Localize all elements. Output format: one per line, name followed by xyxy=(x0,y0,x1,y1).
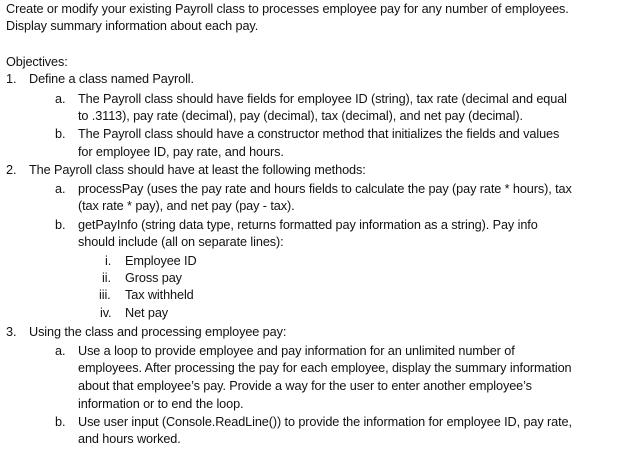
item-2b-marker: b. xyxy=(55,218,66,232)
item-3a-line-3: about that employee’s pay. Provide a way for the user to enter another employee’s xyxy=(78,379,532,393)
item-3a-line-4: information or to end the loop. xyxy=(78,397,244,411)
item-3b-line-1: Use user input (Console.ReadLine()) to provide the information for employee ID, pay rate, xyxy=(78,415,572,429)
item-3a-line-2: employees. After processing the pay for each employee, display the summary information xyxy=(78,361,572,375)
item-1b-line-1: The Payroll class should have a constructor method that initializes the fields and values xyxy=(78,127,560,141)
item-2-number: 2. xyxy=(6,163,17,177)
item-2-text: The Payroll class should have at least the following methods: xyxy=(29,163,366,177)
intro-line-1: Create or modify your existing Payroll class to processes employee pay for any number of employees. xyxy=(6,2,569,16)
item-2b-line-1: getPayInfo (string data type, returns formatted pay information as a string). Pay info xyxy=(78,218,538,232)
roman-i-marker: i. xyxy=(105,254,112,268)
item-2a-line-1: processPay (uses the pay rate and hours fields to calculate the pay (pay rate * hours), tax xyxy=(78,182,572,196)
item-1-number: 1. xyxy=(6,72,17,86)
item-3a-line-1: Use a loop to provide employee and pay information for an unlimited number of xyxy=(78,344,515,358)
roman-ii-text: Gross pay xyxy=(125,271,182,285)
roman-iv-text: Net pay xyxy=(125,306,169,320)
item-3b-marker: b. xyxy=(55,415,66,429)
item-3-number: 3. xyxy=(6,325,17,339)
item-1a-marker: a. xyxy=(55,92,66,106)
item-1b-marker: b. xyxy=(55,127,66,141)
roman-ii-marker: ii. xyxy=(102,271,111,285)
item-1b-line-2: for employee ID, pay rate, and hours. xyxy=(78,145,284,159)
roman-i-text: Employee ID xyxy=(125,254,197,268)
item-2a-line-2: (tax rate * pay), and net pay (pay - tax). xyxy=(78,199,295,213)
roman-iii-marker: iii. xyxy=(99,288,111,302)
item-1a-line-2: to .3113), pay rate (decimal), pay (decimal), tax (decimal), and net pay (decimal). xyxy=(78,109,523,123)
roman-iii-text: Tax withheld xyxy=(125,288,194,302)
item-1a-line-1: The Payroll class should have fields for employee ID (string), tax rate (decimal and equal xyxy=(78,92,567,106)
item-2b-line-2: should include (all on separate lines): xyxy=(78,235,284,249)
objectives-heading: Objectives: xyxy=(6,55,68,69)
item-2a-marker: a. xyxy=(55,182,66,196)
item-3a-marker: a. xyxy=(55,344,66,358)
intro-line-2: Display summary information about each pay. xyxy=(6,19,259,33)
item-1-text: Define a class named Payroll. xyxy=(29,72,194,86)
item-3-text: Using the class and processing employee pay: xyxy=(29,325,287,339)
roman-iv-marker: iv. xyxy=(100,306,112,320)
item-3b-line-2: and hours worked. xyxy=(78,432,181,446)
